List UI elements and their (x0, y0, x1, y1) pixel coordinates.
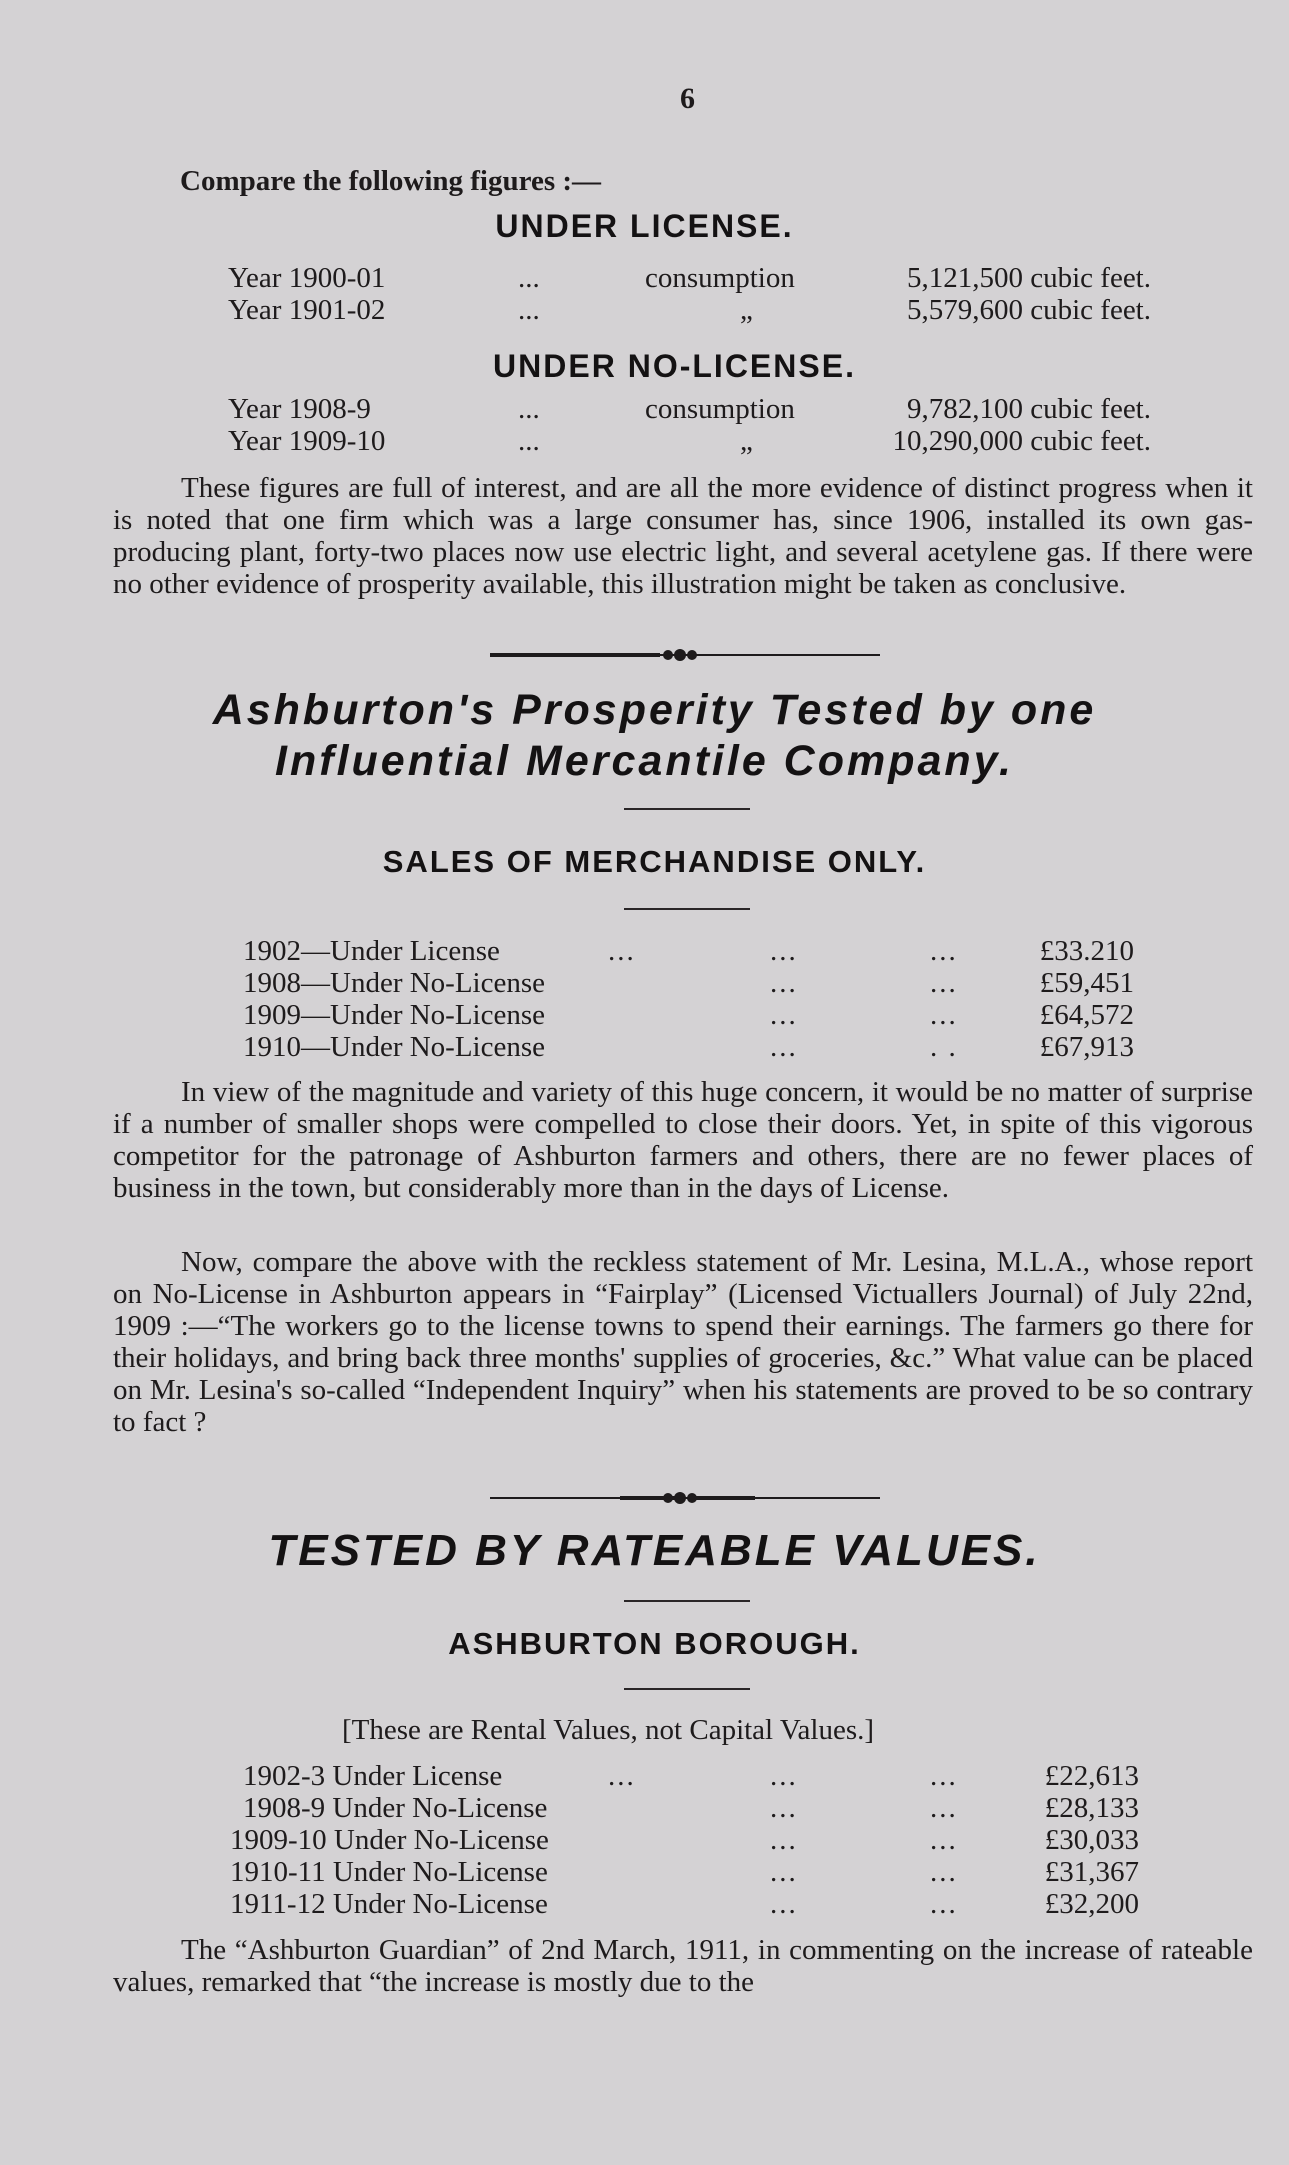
no-license-row-label: „ (740, 425, 753, 457)
page-number: 6 (680, 82, 695, 115)
heading-ashburton-borough: ASHBURTON BOROUGH. (448, 1626, 861, 1661)
ornament-divider (490, 645, 880, 665)
paragraph-magnitude: In view of the magnitude and variety of this huge concern, it would be no matter of surprise if a number of smaller shops were compelled to close their doors. Yet, in spite of this vigorous competitor for the patronage of Ashburton farmers and others, there are no fewer places of business in the town, but considerably more than in the days of License. (113, 1076, 1253, 1204)
intro-text: Compare the following figures :— (180, 165, 602, 197)
heading-under-license: UNDER LICENSE. (495, 208, 794, 244)
paragraph-gas-figures: These figures are full of interest, and are all the more evidence of distinct progress when it is noted that one firm which was a large consumer has, since 1906, installed its own gas-producing plant, forty-two places now use electric light, and several acetylene gas. If there were no other evidence of prosperity available, this illustration might be taken as conclusive. (113, 472, 1253, 600)
heading-under-no-license: UNDER NO-LICENSE. (493, 348, 856, 384)
short-rule (624, 908, 750, 910)
sales-row-dots: ... (770, 1031, 798, 1063)
section-title-line2: Influential Mercantile Company. (275, 737, 1014, 785)
no-license-row-amount: 9,782,100 cubic feet. (906, 393, 1151, 425)
no-license-row-year: Year 1908-9 (228, 393, 371, 425)
short-rule (624, 1600, 750, 1602)
sales-row-value: £64,572 (1039, 999, 1134, 1031)
short-rule (624, 1688, 750, 1690)
sales-row-label: 1902—Under License (243, 935, 500, 967)
sales-row-dots: ... (930, 967, 958, 999)
sales-row-dots: ... (770, 967, 798, 999)
sales-row-value: £33.210 (1039, 935, 1134, 967)
sales-row-dots: ... (608, 935, 636, 967)
paragraph-lesina: Now, compare the above with the reckless statement of Mr. Lesina, M.L.A., whose report on No-License in Ashburton appears in “Fairplay” (Licensed Victuallers Journal) of July 22nd, 1909 :—“The workers go to the license towns to spend their earnings. The farmers go there for their holidays, and bring back three months' supplies of groceries, &c.” What value can be placed on Mr. Lesina's so-called “Independent Inquiry” when his statements are proved to be so contrary to fact ? (113, 1246, 1253, 1438)
heading-sales-merchandise: SALES OF MERCHANDISE ONLY. (382, 844, 927, 879)
no-license-row-amount: 10,290,000 cubic feet. (892, 425, 1151, 457)
license-row-label: „ (740, 294, 753, 326)
license-row-year: Year 1901-02 (228, 294, 386, 326)
rateable-row-value: £28,133 (1044, 1792, 1139, 1824)
rateable-row-dots: ... (930, 1888, 958, 1920)
section-title-line1: Ashburton's Prosperity Tested by one (212, 686, 1097, 734)
rateable-row-dots: ... (930, 1856, 958, 1888)
sales-row-label: 1908—Under No-License (243, 967, 545, 999)
license-row-dots: ... (518, 262, 540, 294)
rateable-row-value: £30,033 (1044, 1824, 1139, 1856)
section-title-rateable: TESTED BY RATEABLE VALUES. (268, 1526, 1041, 1575)
sales-row-dots: ... (770, 999, 798, 1031)
sales-row-label: 1909—Under No-License (243, 999, 545, 1031)
rateable-row-value: £22,613 (1044, 1760, 1139, 1792)
license-row-amount: 5,579,600 cubic feet. (906, 294, 1151, 326)
license-row-year: Year 1900-01 (228, 262, 386, 294)
sales-row-value: £67,913 (1039, 1031, 1134, 1063)
no-license-row-label: consumption (645, 393, 795, 425)
rateable-row-label: 1910-11 Under No-License (230, 1856, 548, 1888)
sales-row-dots: ... (930, 999, 958, 1031)
short-rule (624, 808, 750, 810)
no-license-row-dots: ... (518, 393, 540, 425)
rateable-row-label: 1911-12 Under No-License (230, 1888, 548, 1920)
rateable-row-dots: ... (930, 1792, 958, 1824)
rateable-row-value: £31,367 (1044, 1856, 1139, 1888)
rateable-row-label: 1909-10 Under No-License (230, 1824, 549, 1856)
sales-row-value: £59,451 (1039, 967, 1134, 999)
sales-row-dots: ... (930, 935, 958, 967)
rateable-row-label: 1908-9 Under No-License (243, 1792, 548, 1824)
rateable-row-dots: ... (770, 1824, 798, 1856)
sales-row-label: 1910—Under No-License (243, 1031, 545, 1063)
rateable-row-dots: ... (770, 1760, 798, 1792)
rateable-row-dots: ... (770, 1888, 798, 1920)
rateable-row-dots: ... (930, 1760, 958, 1792)
paragraph-guardian: The “Ashburton Guardian” of 2nd March, 1911, in commenting on the increase of rateable values, remarked that “the increase is mostly due to the (113, 1934, 1253, 1998)
sales-row-dots: ... (770, 935, 798, 967)
rateable-row-dots: ... (770, 1792, 798, 1824)
no-license-row-year: Year 1909-10 (228, 425, 386, 457)
license-row-amount: 5,121,500 cubic feet. (906, 262, 1151, 294)
license-row-label: consumption (645, 262, 795, 294)
rental-values-note: [These are Rental Values, not Capital Values.] (342, 1714, 875, 1746)
rateable-row-dots: ... (770, 1856, 798, 1888)
no-license-row-dots: ... (518, 425, 540, 457)
rateable-row-value: £32,200 (1044, 1888, 1139, 1920)
ornament-divider (490, 1488, 880, 1508)
sales-row-dots: . . (930, 1031, 958, 1063)
rateable-row-label: 1902-3 Under License (243, 1760, 503, 1792)
rateable-row-dots: ... (608, 1760, 636, 1792)
license-row-dots: ... (518, 294, 540, 326)
rateable-row-dots: ... (930, 1824, 958, 1856)
